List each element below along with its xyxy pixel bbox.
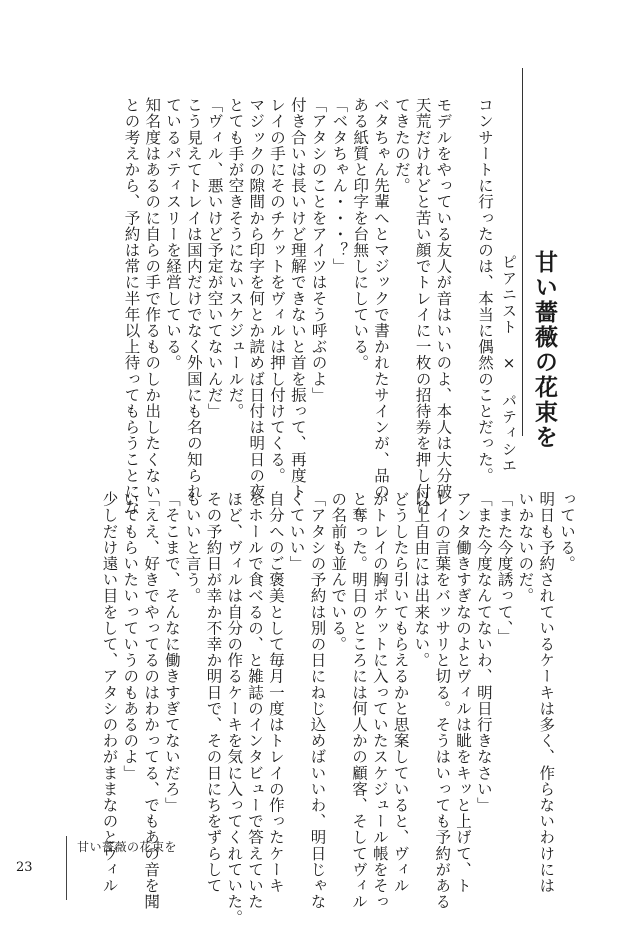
text-line: 知名度はあるのに自らの手で作るものしか出したくない bbox=[143, 97, 162, 500]
text-line bbox=[450, 97, 471, 459]
page-number: 23 bbox=[16, 860, 33, 875]
text-line: もいいと言う。 bbox=[183, 491, 202, 604]
text-line: 明日も予約されているケーキは多く、作らないわけには bbox=[537, 491, 556, 894]
text-line: 付き合いは長いけど理解できないと首を振って、再度ト bbox=[288, 97, 307, 500]
text-line: 「ええ、好きでやってるのはわかってる、でもあの音を聞 bbox=[142, 491, 161, 910]
title-rule bbox=[522, 68, 523, 436]
text-line: ているパティスリーを経営している。 bbox=[164, 97, 183, 371]
text-line: 「ヴィル、悪いけど予定が空いてないんだ」 bbox=[205, 97, 224, 419]
text-line: と奪った。明日のところには何人かの顧客、そしてヴィル bbox=[350, 491, 369, 910]
text-line: の名前も並んでいる。 bbox=[329, 491, 348, 652]
text-line: がトレイの胸ポケットに入っていたスケジュール帳をそっ bbox=[370, 491, 389, 910]
text-line: その予約日が幸か不幸か明日で、その日にちをずらして bbox=[204, 491, 223, 894]
text-line: いかないのだ。 bbox=[516, 491, 535, 604]
text-line: レイの手にそのチケットをヴィルは押し付けてくる。 bbox=[268, 97, 287, 484]
chapter-title: 甘い薔薇の花束を bbox=[531, 250, 558, 450]
text-line: 「ベタちゃん・・・？」 bbox=[330, 97, 349, 275]
text-line: モデルをやっている友人が音はいいのよ、本人は大分破 bbox=[434, 97, 453, 500]
text-line: くていい」 bbox=[287, 491, 306, 572]
text-line: との考えから、予約は常に半年以上待ってもらうことにな bbox=[122, 97, 141, 516]
text-line: レイの言葉をバッサリと切る。そうはいっても予約がある bbox=[433, 491, 452, 910]
text-line: ほど、ヴィルは自分の作るケーキを気に入ってくれていた。 bbox=[225, 491, 244, 926]
text-line: 「アタシのことをアイツはそう呼ぶのよ」 bbox=[309, 97, 328, 403]
text-line: 天荒だけれどと苦い顔でトレイに一枚の招待券を押し付け bbox=[413, 97, 432, 516]
footer-rule bbox=[66, 836, 67, 900]
text-line: とても手が空きそうにないスケジュールだ。 bbox=[226, 97, 245, 419]
text-line: いてもらいたいっていうのもあるのよ」 bbox=[121, 491, 140, 781]
text-line: マジックの隙間から印字を何とか読めば日付は明日の夜、 bbox=[247, 97, 266, 516]
text-line: ある紙質と印字を台無しにしている。 bbox=[351, 97, 370, 371]
text-line: っている。 bbox=[558, 491, 576, 572]
text-line: 以上自由には出来ない。 bbox=[412, 491, 431, 669]
chapter-subtitle: ピアニスト × パティシエ bbox=[500, 254, 518, 474]
text-line: てきたのだ。 bbox=[392, 97, 411, 194]
text-line: 自分へのご褒美として毎月一度はトレイの作ったケーキ bbox=[266, 491, 285, 894]
text-line: 「そこまで、そんなに働きすぎてないだろ」 bbox=[162, 491, 181, 813]
text-line: 「また今度なんてないわ、明日行きなさい」 bbox=[474, 491, 493, 813]
text-line: どうしたら引いてもらえるかと思案していると、ヴィル bbox=[391, 491, 410, 894]
text-line: コンサートに行ったのは、本当に偶然のことだった。 bbox=[476, 97, 494, 484]
text-line: をホールで食べるの、と雑誌のインタビューで答えていた bbox=[246, 491, 265, 910]
text-line: 「アタシの予約は別の日にねじ込めばいいわ、明日じゃな bbox=[308, 491, 327, 910]
running-title: 甘い薔薇の花束を bbox=[77, 840, 178, 854]
text-line: 「また今度誘って、」 bbox=[495, 491, 514, 645]
top-text-block bbox=[76, 97, 494, 516]
text-line: ベタちゃん先輩へとマジックで書かれたサインが、品の bbox=[372, 97, 391, 500]
text-line: こう見えてトレイは国内だけでなく外国にも名の知られ bbox=[184, 97, 203, 500]
text-line: 少しだけ遠い目をして、アタシのわがままなのとヴィル bbox=[100, 491, 119, 894]
text-line: アンタ働きすぎなのよとヴィルは眦をキッと上げて、ト bbox=[454, 491, 473, 894]
